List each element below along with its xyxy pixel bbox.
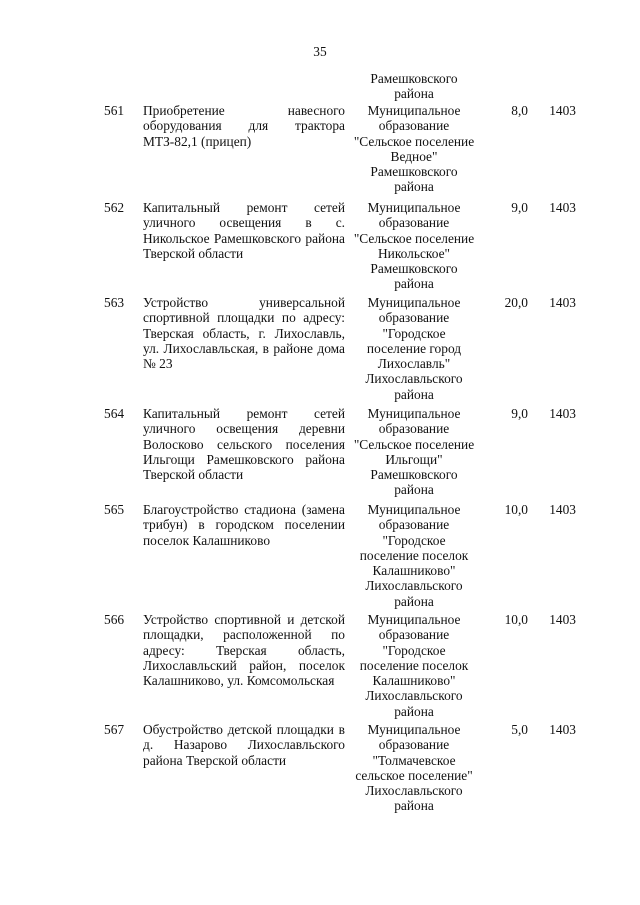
row-amount: 10,0 <box>504 612 528 627</box>
row-description: Приобретение навесного оборудования для трактора МТЗ-82,1 (прицеп) <box>143 103 345 149</box>
row-recipient: Муниципальное образование "Сельское поселение Ильгощи" Рамешковского района <box>353 406 475 498</box>
row-description: Устройство универсальной спортивной площадки по адресу: Тверская область, г. Лихославль, ул. Лихославльская, в районе дома № 23 <box>143 295 345 372</box>
row-recipient: Муниципальное образование "Городское поселение поселок Калашниково" Лихославльского района <box>359 612 469 719</box>
row-amount: 9,0 <box>511 406 528 421</box>
page-number: 35 <box>313 44 327 59</box>
row-description: Обустройство детской площадки в д. Назарово Лихославльского района Тверской области <box>143 722 345 768</box>
row-recipient: Муниципальное образование "Городское поселение поселок Калашниково" Лихославльского района <box>359 502 469 609</box>
row-number: 564 <box>104 406 125 421</box>
row-description: Устройство спортивной и детской площадки, расположенной по адресу: Тверская область, Лихославльский район, поселок Калашниково, ул. Комсомольская <box>143 612 345 689</box>
row-number: 566 <box>104 612 125 627</box>
row-code: 1403 <box>549 103 576 118</box>
row-number: 565 <box>104 502 125 517</box>
row-amount: 20,0 <box>504 295 528 310</box>
row-recipient: Муниципальное образование "Городское поселение город Лихославль" Лихославльского района <box>365 295 463 402</box>
row-description: Благоустройство стадиона (замена трибун) в городском поселении поселок Калашниково <box>143 502 345 548</box>
row-description: Капитальный ремонт сетей уличного освещения в с. Никольское Рамешковского района Тверской области <box>143 200 345 261</box>
row-description: Капитальный ремонт сетей уличного освещения деревни Волосково сельского поселения Ильгощи Рамешковского района Тверской области <box>143 406 345 483</box>
row-code: 1403 <box>549 722 576 737</box>
row-recipient: Муниципальное образование "Толмачевское сельское поселение" Лихославльского района <box>355 722 473 814</box>
row-number: 561 <box>104 103 125 118</box>
row-number: 563 <box>104 295 125 310</box>
row-recipient: Муниципальное образование "Сельское поселение Никольское" Рамешковского района <box>353 200 475 292</box>
row-amount: 8,0 <box>511 103 528 118</box>
row-number: 567 <box>104 722 125 737</box>
row-code: 1403 <box>549 612 576 627</box>
row-recipient: Муниципальное образование "Сельское поселение Ведное" Рамешковского района <box>353 103 475 195</box>
continued-recipient-text: Рамешковского района <box>370 71 458 102</box>
row-amount: 5,0 <box>511 722 528 737</box>
row-code: 1403 <box>549 200 576 215</box>
row-code: 1403 <box>549 406 576 421</box>
row-amount: 9,0 <box>511 200 528 215</box>
row-amount: 10,0 <box>504 502 528 517</box>
row-number: 562 <box>104 200 125 215</box>
row-code: 1403 <box>549 295 576 310</box>
row-code: 1403 <box>549 502 576 517</box>
